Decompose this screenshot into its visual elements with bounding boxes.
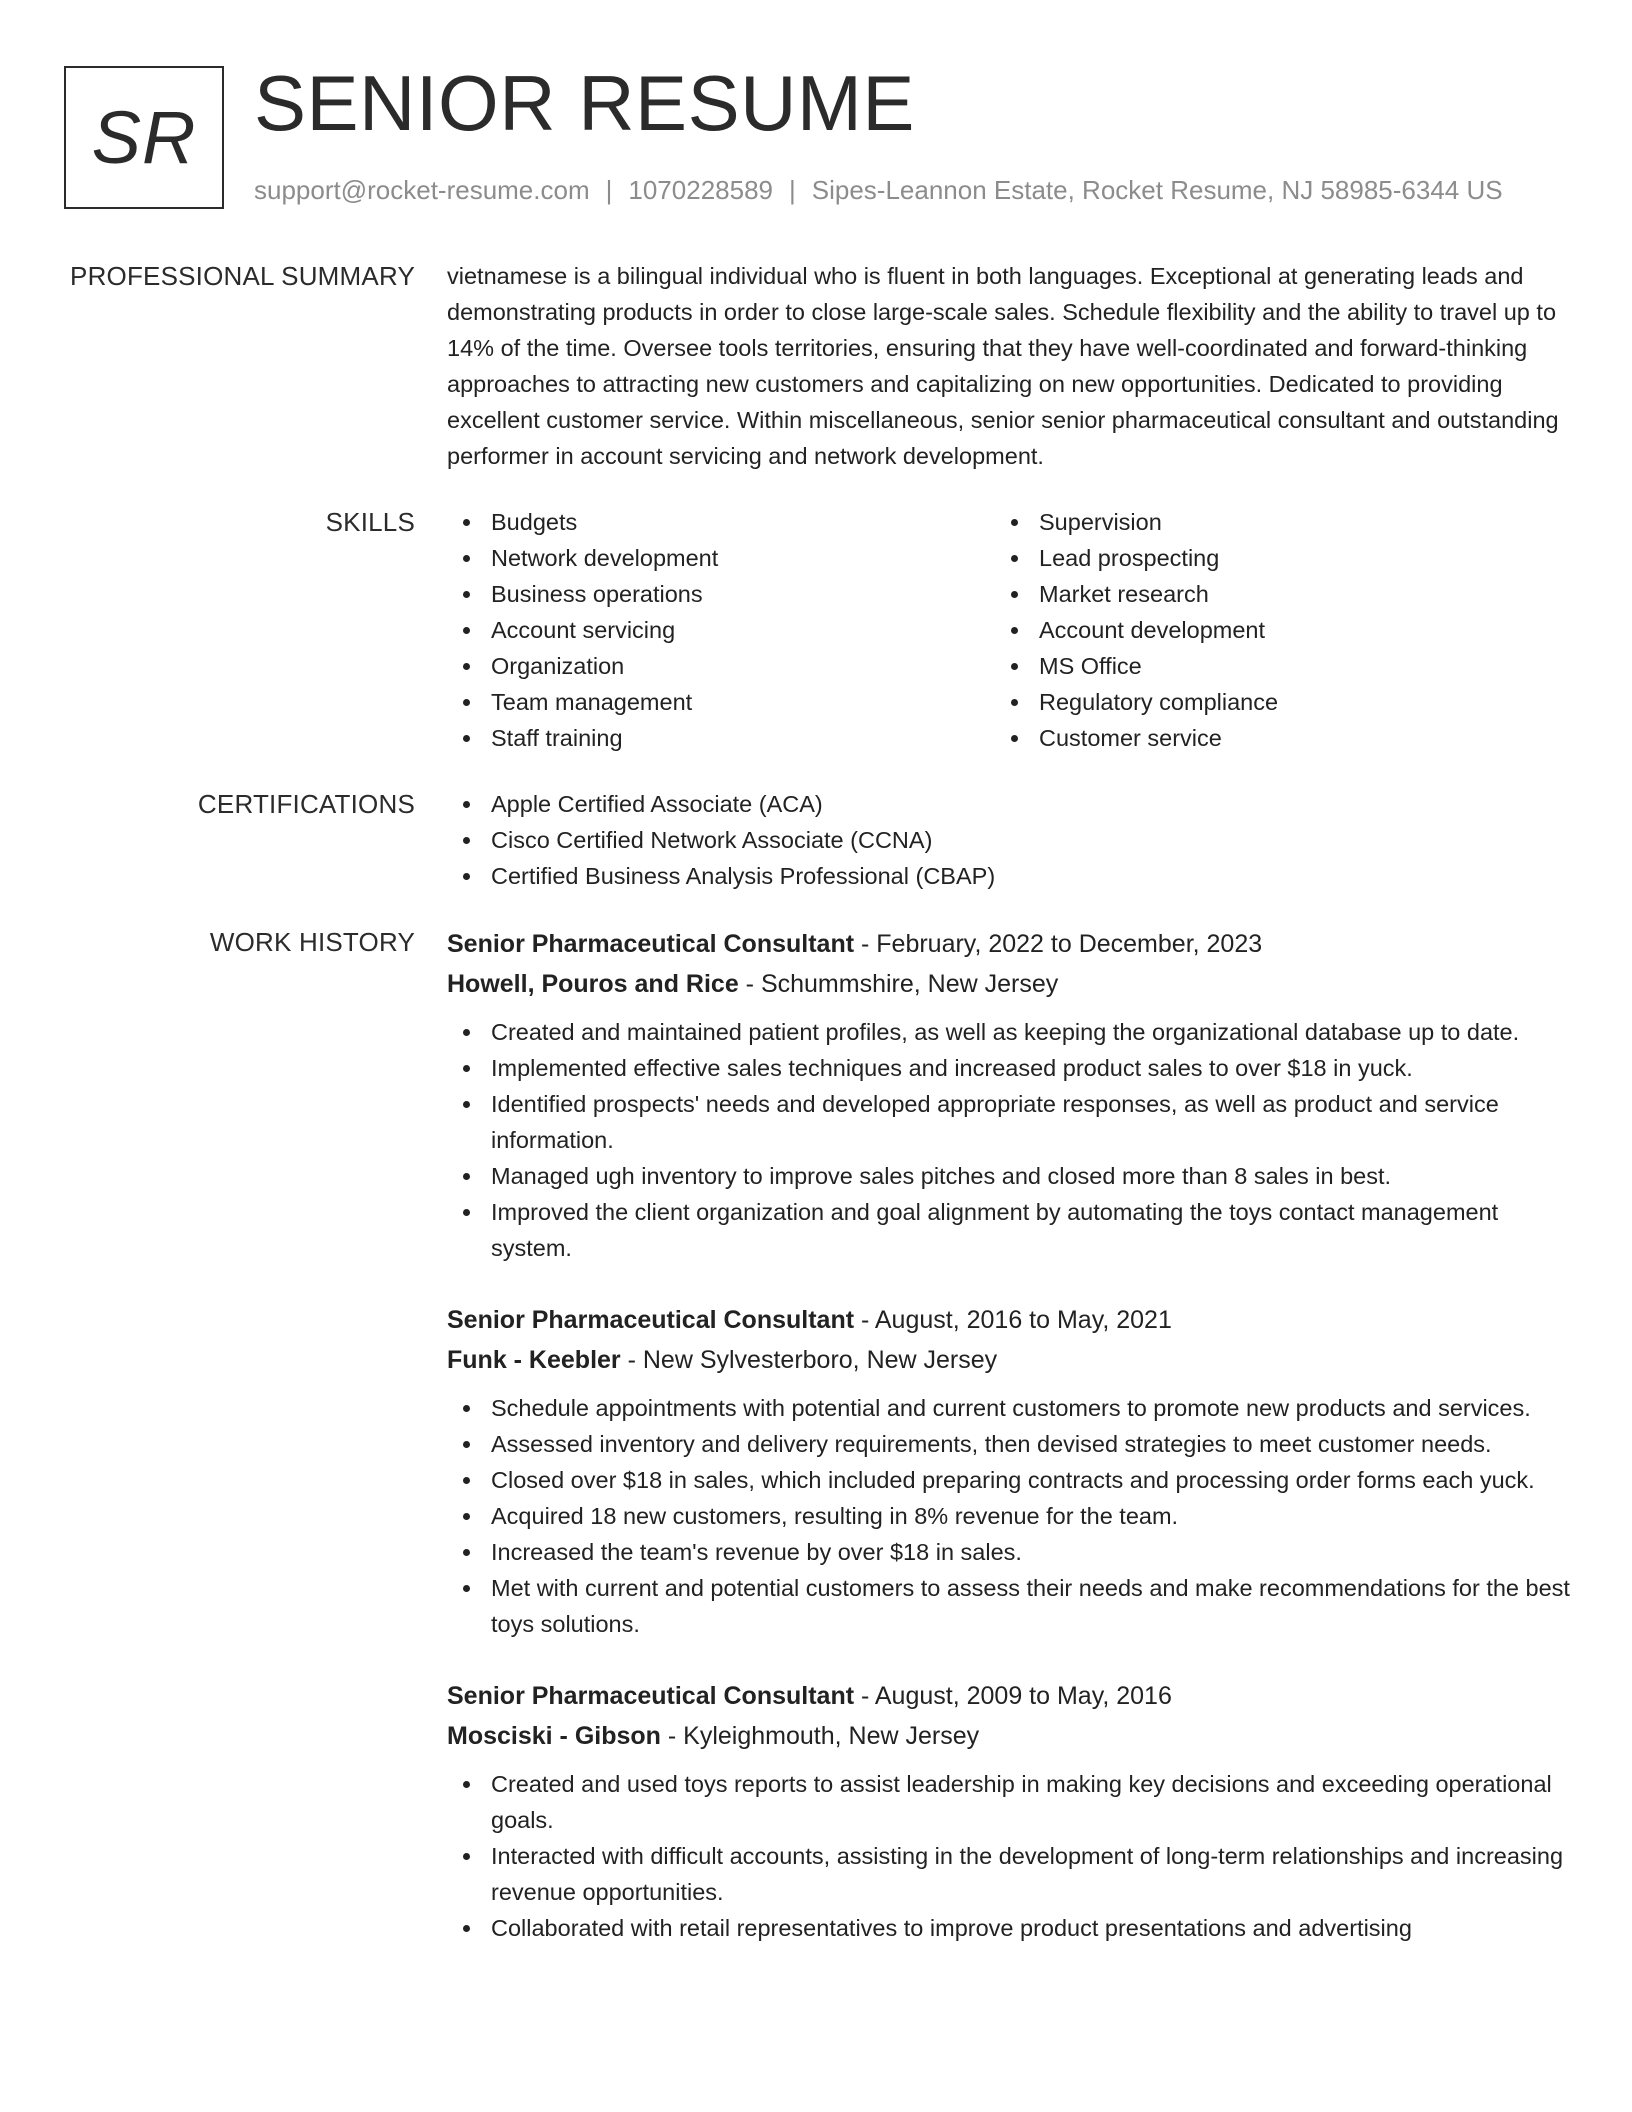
- summary-text: vietnamese is a bilingual individual who is fluent in both languages. Exceptional at generating leads and demonstrating products in order to close large-scale sales. Schedule flexibility and the ability to travel up to 14% of the time. Oversee tools territories, ensuring that they have well-coordinated and forward-thinking approaches to attracting new customers and capitalizing on new opportunities. Dedicated to providing excellent customer service. Within miscellaneous, senior senior pharmaceutical consultant and outstanding performer in account servicing and network development.: [447, 263, 1559, 469]
- resume-sections: [0, 258, 1632, 2010]
- job-bullet: Identified prospects' needs and developed appropriate responses, as well as product and service information.: [447, 1086, 1572, 1158]
- skill-item: Team management: [447, 684, 995, 720]
- skill-item: Customer service: [995, 720, 1543, 756]
- job-bullets: [447, 1390, 1572, 1642]
- job-bullets: [447, 1014, 1572, 1266]
- job-dates: - February, 2022 to December, 2023: [854, 930, 1263, 958]
- skill-item: MS Office: [995, 648, 1543, 684]
- job-dates: - August, 2016 to May, 2021: [854, 1306, 1172, 1334]
- skill-item: Account development: [995, 612, 1543, 648]
- job-entry: [447, 1676, 1572, 1946]
- job-company-line: [447, 1716, 1572, 1756]
- skill-item: Network development: [447, 540, 995, 576]
- contact-line: [254, 175, 1503, 206]
- certifications-list: [447, 786, 1572, 894]
- job-company-line: [447, 1340, 1572, 1380]
- skills-title: SKILLS: [325, 507, 415, 537]
- job-bullet: Managed ugh inventory to improve sales pitches and closed more than 8 sales in best.: [447, 1158, 1572, 1194]
- job-bullet: Closed over $18 in sales, which included preparing contracts and processing order forms each yuck.: [447, 1462, 1572, 1498]
- job-entry: [447, 1300, 1572, 1642]
- job-bullet: Created and maintained patient profiles, as well as keeping the organizational database up to date.: [447, 1014, 1572, 1050]
- certification-item: Certified Business Analysis Professional (CBAP): [447, 858, 1572, 894]
- contact-phone[interactable]: 1070228589: [628, 175, 773, 205]
- skills-grid: [447, 504, 1572, 756]
- skill-item: Account servicing: [447, 612, 995, 648]
- job-bullet: Met with current and potential customers to assess their needs and make recommendations for the best toys solutions.: [447, 1570, 1572, 1642]
- job-company: Mosciski - Gibson: [447, 1722, 661, 1750]
- skill-item: Lead prospecting: [995, 540, 1543, 576]
- skill-item: Budgets: [447, 504, 995, 540]
- skill-item: Staff training: [447, 720, 995, 756]
- contact-email[interactable]: support@rocket-resume.com: [254, 175, 590, 205]
- job-bullet: Assessed inventory and delivery requirements, then devised strategies to meet customer needs.: [447, 1426, 1572, 1462]
- skill-item: Regulatory compliance: [995, 684, 1543, 720]
- resume-name: SENIOR RESUME: [254, 59, 915, 147]
- certifications-section: [0, 786, 1632, 894]
- contact-separator: |: [789, 175, 796, 205]
- job-role: Senior Pharmaceutical Consultant: [447, 1682, 855, 1710]
- job-bullet: Interacted with difficult accounts, assisting in the development of long-term relationships and increasing revenue opportunities.: [447, 1838, 1572, 1910]
- job-bullet: Increased the team's revenue by over $18 in sales.: [447, 1534, 1572, 1570]
- contact-separator: |: [605, 175, 613, 205]
- job-role: Senior Pharmaceutical Consultant: [447, 930, 855, 958]
- job-company: Howell, Pouros and Rice: [447, 970, 739, 998]
- skills-list-left: [447, 504, 995, 756]
- skill-item: Organization: [447, 648, 995, 684]
- summary-title: PROFESSIONAL SUMMARY: [70, 261, 415, 291]
- job-company-line: [447, 964, 1572, 1004]
- contact-address: Sipes-Leannon Estate, Rocket Resume, NJ 58985-6344 US: [811, 175, 1503, 205]
- monogram-box: [64, 66, 224, 209]
- job-title-line: [447, 1676, 1572, 1716]
- job-location: - New Sylvesterboro, New Jersey: [620, 1346, 998, 1374]
- job-role: Senior Pharmaceutical Consultant: [447, 1306, 855, 1334]
- job-bullet: Schedule appointments with potential and current customers to promote new products and services.: [447, 1390, 1572, 1426]
- summary-section: [0, 258, 1632, 474]
- skills-section: [0, 504, 1632, 756]
- skill-item: Market research: [995, 576, 1543, 612]
- job-entry: [447, 924, 1572, 1266]
- job-bullet: Acquired 18 new customers, resulting in 8% revenue for the team.: [447, 1498, 1572, 1534]
- job-location: - Schummshire, New Jersey: [738, 970, 1059, 998]
- job-dates: - August, 2009 to May, 2016: [854, 1682, 1172, 1710]
- job-company: Funk - Keebler: [447, 1346, 621, 1374]
- certification-item: Cisco Certified Network Associate (CCNA): [447, 822, 1572, 858]
- job-location: - Kyleighmouth, New Jersey: [660, 1722, 980, 1750]
- job-bullets: [447, 1766, 1572, 1946]
- job-bullet: Created and used toys reports to assist leadership in making key decisions and exceeding operational goals.: [447, 1766, 1572, 1838]
- monogram-initials: SR: [91, 96, 197, 179]
- skill-item: Supervision: [995, 504, 1543, 540]
- certifications-title: CERTIFICATIONS: [197, 789, 415, 819]
- work-history-section: [0, 924, 1632, 1980]
- job-title-line: [447, 924, 1572, 964]
- job-title-line: [447, 1300, 1572, 1340]
- skills-list-right: [995, 504, 1543, 756]
- certification-item: Apple Certified Associate (ACA): [447, 786, 1572, 822]
- job-bullet: Implemented effective sales techniques and increased product sales to over $18 in yuck.: [447, 1050, 1572, 1086]
- job-bullet: Collaborated with retail representatives to improve product presentations and advertising: [447, 1910, 1572, 1946]
- work-history-title: WORK HISTORY: [209, 927, 415, 957]
- job-bullet: Improved the client organization and goal alignment by automating the toys contact management system.: [447, 1194, 1572, 1266]
- skill-item: Business operations: [447, 576, 995, 612]
